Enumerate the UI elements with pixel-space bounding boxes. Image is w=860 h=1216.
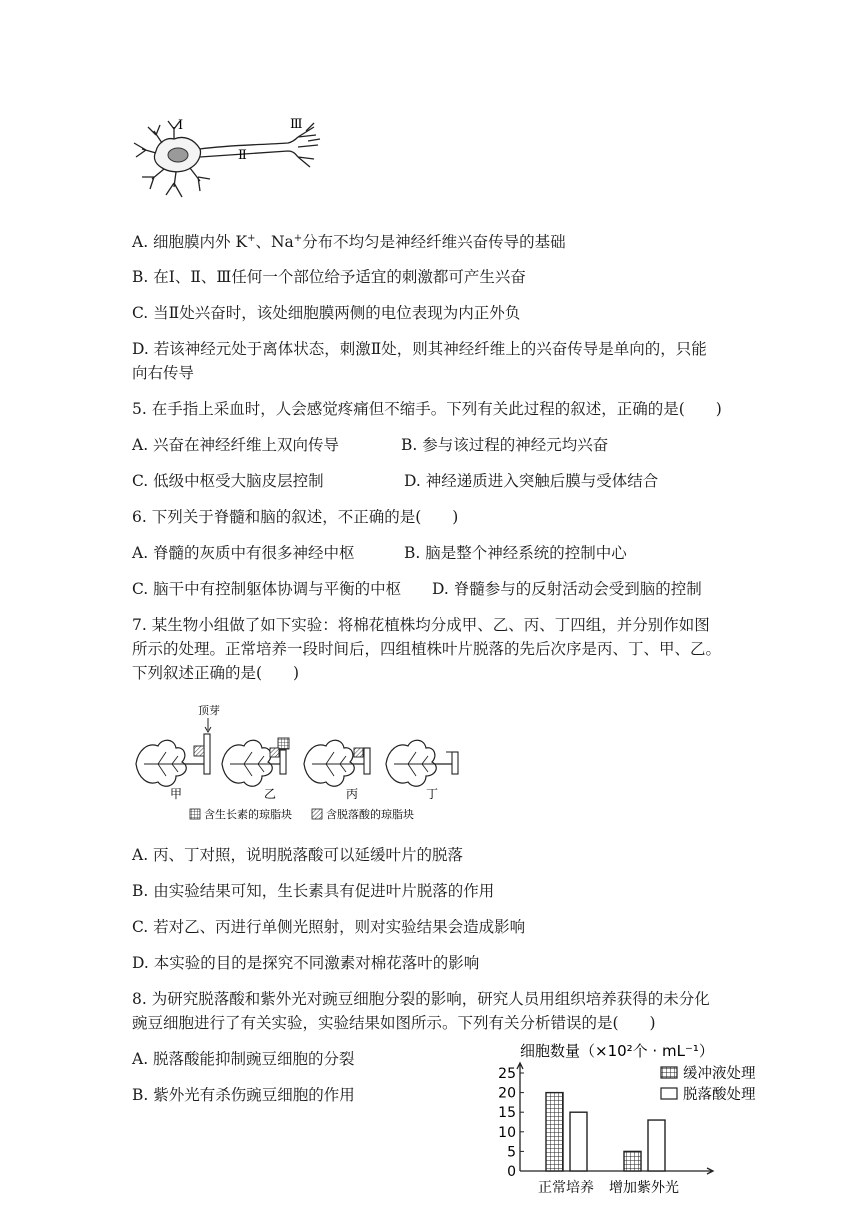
q6-option-b: B. 脑是整个神经系统的控制中心: [404, 544, 627, 562]
chart-legend: [661, 1064, 756, 1103]
group-label-jia: 甲: [170, 787, 183, 801]
chart-category-label: 正常培养: [538, 1180, 594, 1196]
q5-option-b: B. 参与该过程的神经元均兴奋: [401, 436, 609, 454]
q4-option-d-line1: D. 若该神经元处于离体状态，刺激Ⅱ处，则其神经纤维上的兴奋传导是单向的，只能: [132, 340, 707, 358]
q6-option-c: C. 脑干中有控制躯体协调与平衡的中枢: [132, 580, 402, 598]
plant-experiment-figure: [128, 700, 478, 830]
q7-stem-line2: 所示的处理。正常培养一段时间后，四组植株叶片脱落的先后次序是丙、丁、甲、乙。: [132, 640, 722, 658]
chart-bar: [570, 1112, 587, 1171]
q7-stem-line1: 7. 某生物小组做了如下实验：将棉花植株均分成甲、乙、丙、丁四组，并分别作如图: [132, 616, 710, 634]
q6-option-a: A. 脊髓的灰质中有很多神经中枢: [132, 544, 355, 562]
q7-stem-line3: 下列叙述正确的是( ): [132, 664, 300, 682]
chart-y-tick-label: 5: [507, 1144, 516, 1161]
chart-bar: [624, 1151, 641, 1171]
label-II: Ⅱ: [238, 148, 247, 163]
chart-legend-swatch: [661, 1088, 677, 1099]
group-label-bing: 丙: [346, 787, 359, 801]
top-bud-label: 顶芽: [198, 704, 220, 717]
legend-aba-label: 含脱落酸的琼脂块: [326, 808, 414, 821]
q8-option-a: A. 脱落酸能抑制豌豆细胞的分裂: [132, 1050, 355, 1068]
q8-option-b: B. 紫外光有杀伤豌豆细胞的作用: [132, 1086, 355, 1104]
chart-bar: [648, 1120, 665, 1171]
q5-option-a: A. 兴奋在神经纤维上双向传导: [132, 436, 340, 454]
q7-option-b: B. 由实验结果可知，生长素具有促进叶片脱落的作用: [132, 882, 495, 900]
cell-count-bar-chart: [490, 1040, 790, 1200]
q7-option-c: C. 若对乙、丙进行单侧光照射，则对实验结果会造成影响: [132, 918, 526, 936]
chart-bar: [546, 1093, 563, 1171]
q8-stem-line1: 8. 为研究脱落酸和紫外光对豌豆细胞分裂的影响，研究人员用组织培养获得的未分化: [132, 990, 710, 1008]
chart-y-tick-label: 15: [498, 1105, 516, 1122]
chart-bars: [546, 1093, 665, 1171]
q4-option-d-line2: 向右传导: [132, 364, 195, 382]
chart-y-tick-label: 10: [498, 1124, 516, 1141]
chart-y-axis-label: 细胞数量（×10²个 · mL⁻¹）: [520, 1042, 714, 1060]
q6-stem: 6. 下列关于脊髓和脑的叙述，不正确的是( ): [132, 508, 459, 526]
chart-y-tick-label: 25: [498, 1066, 516, 1082]
group-label-yi: 乙: [264, 787, 277, 801]
chart-y-tick-label: 0: [507, 1164, 516, 1180]
label-I: Ⅰ: [178, 118, 184, 133]
plant-group-bing: [304, 740, 370, 786]
plant-group-jia: [136, 734, 210, 786]
chart-legend-label: 脱落酸处理: [683, 1087, 756, 1103]
q4-option-b: B. 在Ⅰ、Ⅱ、Ⅲ任何一个部位给予适宜的刺激都可产生兴奋: [132, 268, 526, 286]
q7-option-a: A. 丙、丁对照，说明脱落酸可以延缓叶片的脱落: [132, 846, 464, 864]
plant-group-ding: [386, 740, 458, 786]
chart-category-label: 增加紫外光: [609, 1180, 679, 1196]
chart-y-tick-label: 20: [498, 1085, 516, 1102]
label-III: Ⅲ: [290, 117, 303, 132]
group-label-ding: 丁: [426, 787, 439, 801]
chart-legend-swatch: [661, 1067, 677, 1078]
q4-option-c: C. 当Ⅱ处兴奋时，该处细胞膜两侧的电位表现为内正外负: [132, 304, 521, 322]
neuron-figure: [128, 115, 328, 205]
legend-auxin-swatch: [190, 809, 200, 819]
q5-option-c: C. 低级中枢受大脑皮层控制: [132, 472, 324, 490]
q8-stem-line2: 豌豆细胞进行了有关实验，实验结果如图所示。下列有关分析错误的是( ): [132, 1014, 656, 1032]
q6-option-d: D. 脊髓参与的反射活动会受到脑的控制: [432, 580, 702, 598]
chart-legend-label: 缓冲液处理: [683, 1066, 756, 1082]
q5-option-d: D. 神经递质进入突触后膜与受体结合: [404, 472, 659, 490]
q7-option-d: D. 本实验的目的是探究不同激素对棉花落叶的影响: [132, 954, 480, 972]
chart-axes: [498, 1063, 713, 1196]
plant-group-yi: [222, 738, 289, 786]
q4-option-a: A. 细胞膜内外 K+、Na+分布不均匀是神经纤维兴奋传导的基础: [132, 232, 566, 251]
legend-auxin-label: 含生长素的琼脂块: [204, 808, 292, 821]
legend-aba-swatch: [312, 809, 322, 819]
q5-stem: 5. 在手指上采血时，人会感觉疼痛但不缩手。下列有关此过程的叙述，正确的是( ): [132, 400, 722, 418]
